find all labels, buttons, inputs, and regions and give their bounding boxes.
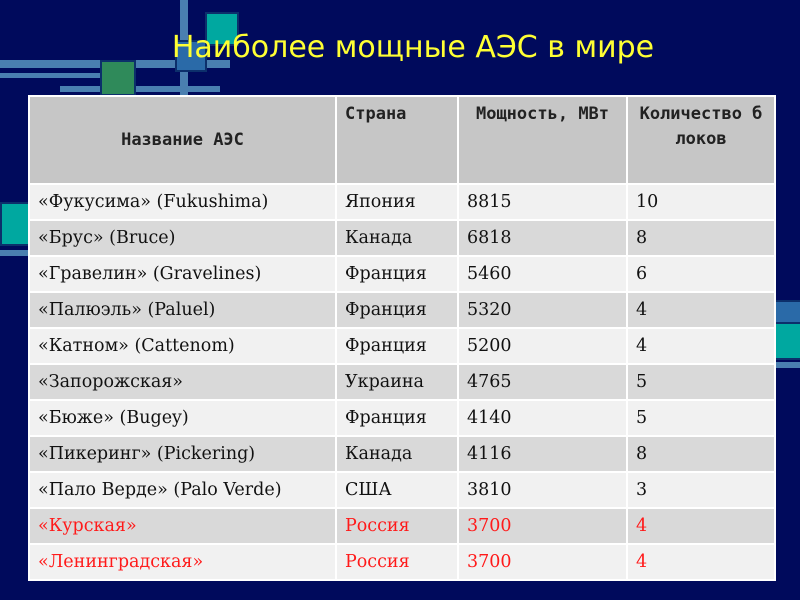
cell-country: Канада xyxy=(336,436,458,472)
cell-power: 3700 xyxy=(458,544,627,580)
decor-square-3 xyxy=(100,60,136,96)
cell-country: Франция xyxy=(336,292,458,328)
decor-square-right-1 xyxy=(772,320,800,360)
decor-bar-left xyxy=(0,250,28,256)
cell-blocks: 10 xyxy=(627,184,775,220)
cell-country: Япония xyxy=(336,184,458,220)
cell-name: «Брус» (Bruce) xyxy=(29,220,336,256)
cell-name: «Пикеринг» (Pickering) xyxy=(29,436,336,472)
cell-country: Украина xyxy=(336,364,458,400)
table-row xyxy=(29,292,775,328)
cell-name: «Катном» (Cattenom) xyxy=(29,328,336,364)
cell-power: 3810 xyxy=(458,472,627,508)
table-row xyxy=(29,328,775,364)
decor-square-left xyxy=(0,202,30,246)
cell-power: 4765 xyxy=(458,364,627,400)
cell-power: 3700 xyxy=(458,508,627,544)
table-row xyxy=(29,472,775,508)
header-blocks: Количество блоков xyxy=(627,96,775,184)
cell-blocks: 5 xyxy=(627,364,775,400)
table-row-highlighted xyxy=(29,508,775,544)
header-row xyxy=(29,96,775,184)
cell-country: Канада xyxy=(336,220,458,256)
npp-table xyxy=(28,95,776,581)
cell-name: «Палюэль» (Paluel) xyxy=(29,292,336,328)
page-title: Наиболее мощные АЭС в мире xyxy=(171,30,655,65)
cell-blocks: 4 xyxy=(627,292,775,328)
table-row-highlighted xyxy=(29,544,775,580)
cell-power: 8815 xyxy=(458,184,627,220)
table-row xyxy=(29,220,775,256)
cell-blocks: 6 xyxy=(627,256,775,292)
cell-power: 5200 xyxy=(458,328,627,364)
cell-blocks: 4 xyxy=(627,508,775,544)
table-row xyxy=(29,184,775,220)
decor-bar-right xyxy=(774,362,800,368)
table-body xyxy=(29,184,775,580)
cell-power: 5460 xyxy=(458,256,627,292)
cell-power: 5320 xyxy=(458,292,627,328)
cell-blocks: 4 xyxy=(627,328,775,364)
header-power: Мощность, МВт xyxy=(458,96,627,184)
table-header xyxy=(29,96,775,184)
cell-power: 6818 xyxy=(458,220,627,256)
decor-bar-mid xyxy=(60,86,220,92)
cell-country: Россия xyxy=(336,544,458,580)
cell-blocks: 8 xyxy=(627,220,775,256)
cell-blocks: 5 xyxy=(627,400,775,436)
cell-name: «Гравелин» (Gravelines) xyxy=(29,256,336,292)
cell-country: США xyxy=(336,472,458,508)
cell-name: «Фукусима» (Fukushima) xyxy=(29,184,336,220)
cell-name: «Ленинградская» xyxy=(29,544,336,580)
table-row xyxy=(29,364,775,400)
decor-square-right-2 xyxy=(774,300,800,324)
cell-country: Франция xyxy=(336,256,458,292)
cell-blocks: 4 xyxy=(627,544,775,580)
cell-country: Россия xyxy=(336,508,458,544)
cell-power: 4116 xyxy=(458,436,627,472)
cell-power: 4140 xyxy=(458,400,627,436)
cell-name: «Запорожская» xyxy=(29,364,336,400)
cell-blocks: 8 xyxy=(627,436,775,472)
table-row xyxy=(29,436,775,472)
cell-country: Франция xyxy=(336,328,458,364)
cell-blocks: 3 xyxy=(627,472,775,508)
header-name: Название АЭС xyxy=(29,96,336,184)
table-row xyxy=(29,400,775,436)
cell-name: «Пало Верде» (Palo Verde) xyxy=(29,472,336,508)
cell-name: «Бюже» (Bugey) xyxy=(29,400,336,436)
header-country: Страна xyxy=(336,96,458,184)
table-row xyxy=(29,256,775,292)
cell-country: Франция xyxy=(336,400,458,436)
cell-name: «Курская» xyxy=(29,508,336,544)
